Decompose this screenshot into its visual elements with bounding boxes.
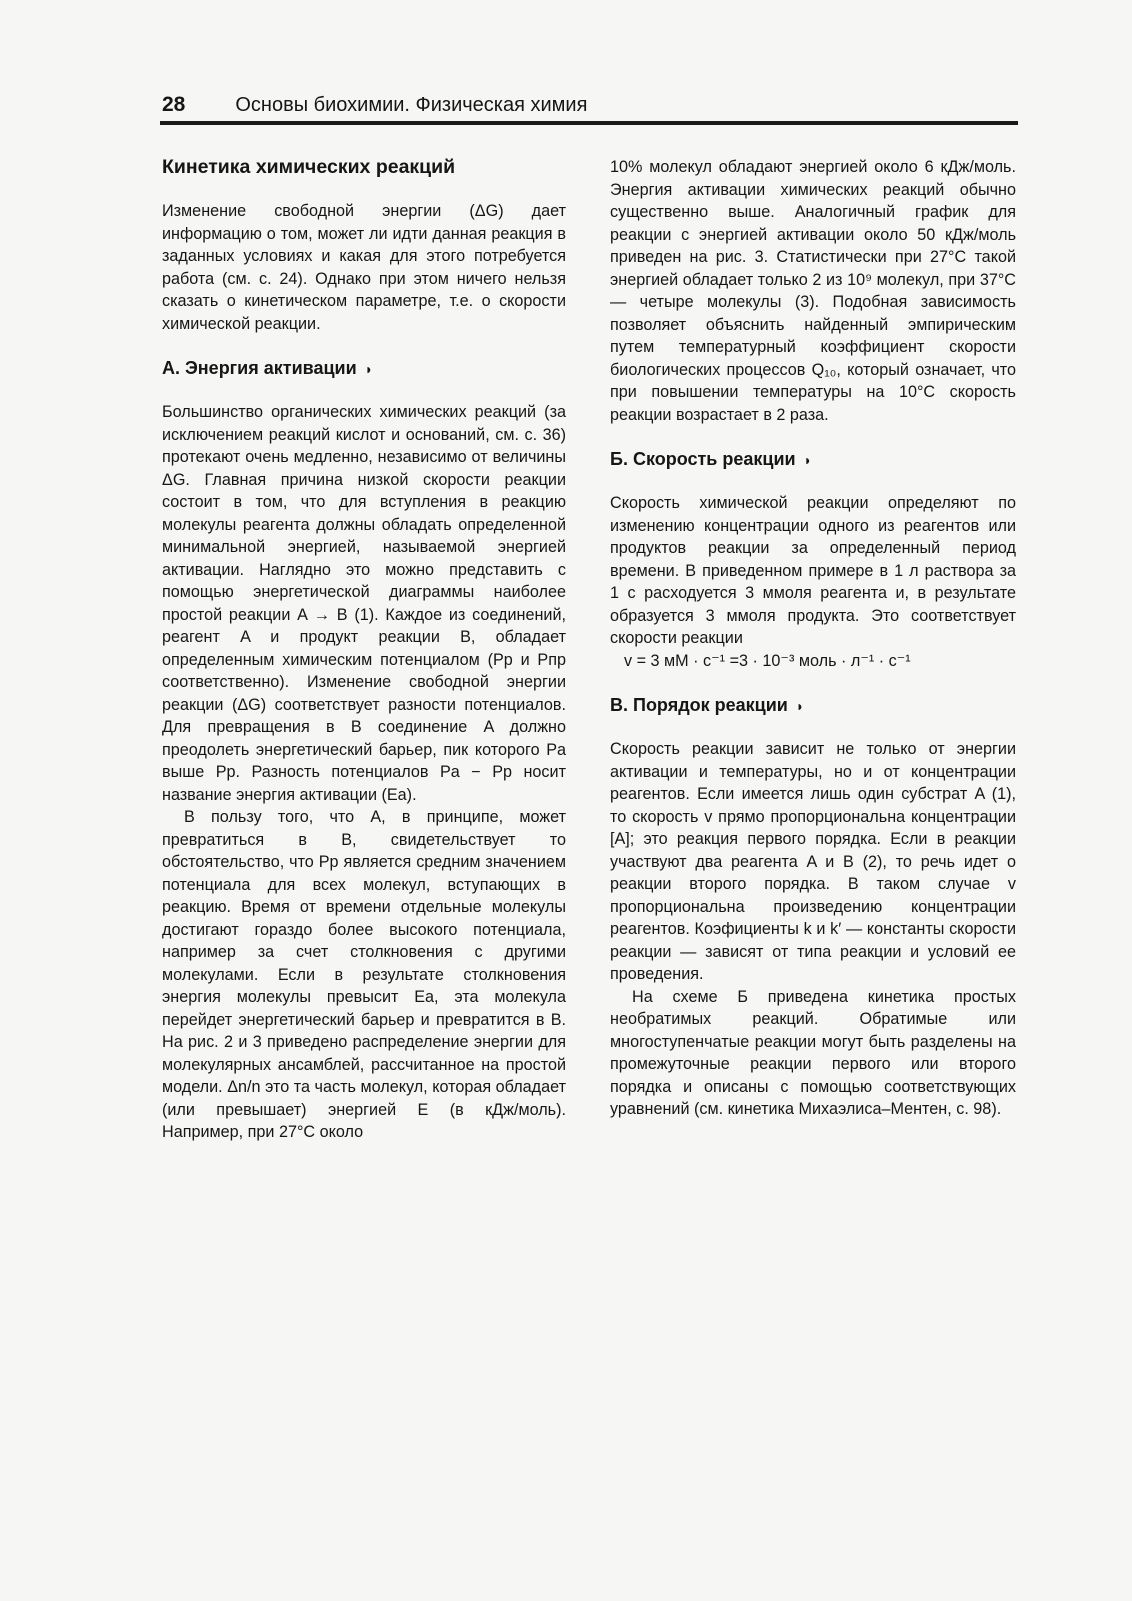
section-a-heading-text: А. Энергия активации <box>162 358 357 378</box>
intro-paragraph: Изменение свободной энергии (ΔG) дает информацию о том, может ли идти данная реакция в заданных условиях и какая для этого потребуется работа (см. с. 24). Однако при этом ничего нельзя сказать о кинетическом параметре, т.е. о скорости химической реакции. <box>162 202 566 333</box>
section-a-paragraph-2: В пользу того, что A, в принципе, может превратиться в B, свидетельствует то обстоятельство, что Pр является средним значением потенциала для всех молекул, вступающих в реакцию. Время от времени отдельные молекулы достигают гораздо более высокого потенциала, например за счет столкновения с другими молекулами. Если в результате столкновения энергия молекулы превысит Eа, эта молекула перейдет энергетический барьер и превратится в B. На рис. 2 и 3 приведено распределение энергии для молекулярных ансамблей, рассчитанное на простой модели. Δn/n это та часть молекул, которая обладает (или превышает) энергией E (в кДж/моль). Например, при 27°С около <box>162 808 566 1141</box>
section-c-paragraph-1: Скорость реакции зависит не только от энергии активации и температуры, но и от концентрации реагентов. Если имеется лишь один субстрат A (1), то скорость v прямо пропорциональна концентрации [A]; это реакция первого порядка. Если в реакции участвуют два реагента A и B (2), то речь идет о реакции второго порядка. В таком случае v пропорциональна произведению концентрации реагентов. Коэфициенты k и k′ — константы скорости реакции — зависят от типа реакции и условий ее проведения. <box>610 740 1016 983</box>
section-b-heading-text: Б. Скорость реакции <box>610 449 796 469</box>
section-c-heading <box>610 693 1016 718</box>
rate-formula: v = 3 мМ · с⁻¹ =3 · 10⁻³ моль · л⁻¹ · с⁻¹ <box>624 651 911 670</box>
section-b-paragraph: Скорость химической реакции определяют по изменению концентрации одного из реагентов или продуктов реакции за определенный период времени. В приведенном примере в 1 л раствора за 1 с расходуется 3 ммоля реагента и, в результате образуется 3 ммоля продукта. Это соответствует скорости реакции <box>610 494 1016 647</box>
page-number: 28 <box>162 93 186 116</box>
section-marker-icon: ◗ <box>795 698 805 714</box>
section-a-paragraph-1: Большинство органических химических реакций (за исключением реакций кислот и оснований, см. с. 36) протекают очень медленно, независимо от величины ΔG. Главная причина низкой скорости реакции состоит в том, что для вступления в реакцию молекулы реагента должны обладать определенной минимальной энергией, называемой энергией активации. Наглядно это можно представить с помощью энергетической диаграммы наиболее простой реакции A → B (1). Каждое из соединений, реагент A и продукт реакции B, обладает определенным химическим потенциалом (Pр и Pпр соответственно). Изменение свободной энергии реакции (ΔG) соответствует разности потенциалов. Для превращения в B соединение A должно преодолеть энергетический барьер, пик которого Pа выше Pр. Разность потенциалов Pа − Pр носит название энергия активации (Eа). <box>162 403 566 804</box>
article-title: Кинетика химических реакций <box>162 156 456 178</box>
section-c-heading-text: В. Порядок реакции <box>610 695 788 715</box>
continuation-paragraph: 10% молекул обладают энергией около 6 кДж/моль. Энергия активации химических реакций обычно существенно выше. Аналогичный график для реакции с энергией активации около 50 кДж/моль приведен на рис. 3. Статистически при 27°С такой энергией обладает только 2 из 10⁹ молекул, при 37°С — четыре молекулы (3). Подобная зависимость позволяет объяснить найденный эмпирическим путем температурный коэффициент скорости биологических процессов Q₁₀, который означает, что при повышении температуры на 10°С скорость реакции возрастает в 2 раза. <box>610 158 1016 424</box>
left-column <box>162 150 566 1144</box>
page-header <box>162 92 587 118</box>
section-a-heading <box>162 356 566 381</box>
section-b-heading <box>610 447 1016 472</box>
running-title: Основы биохимии. Физическая химия <box>235 94 588 116</box>
header-rule <box>160 121 1018 125</box>
right-column <box>610 156 1016 1121</box>
section-marker-icon: ◗ <box>803 452 813 468</box>
section-marker-icon: ◗ <box>364 361 374 377</box>
section-c-paragraph-2: На схеме Б приведена кинетика простых необратимых реакций. Обратимые или многоступенчатые реакции могут быть разделены на промежуточные реакции первого или второго порядка и описаны с помощью соответствующих уравнений (см. кинетика Михаэлиса–Ментен, с. 98). <box>610 987 1016 1118</box>
